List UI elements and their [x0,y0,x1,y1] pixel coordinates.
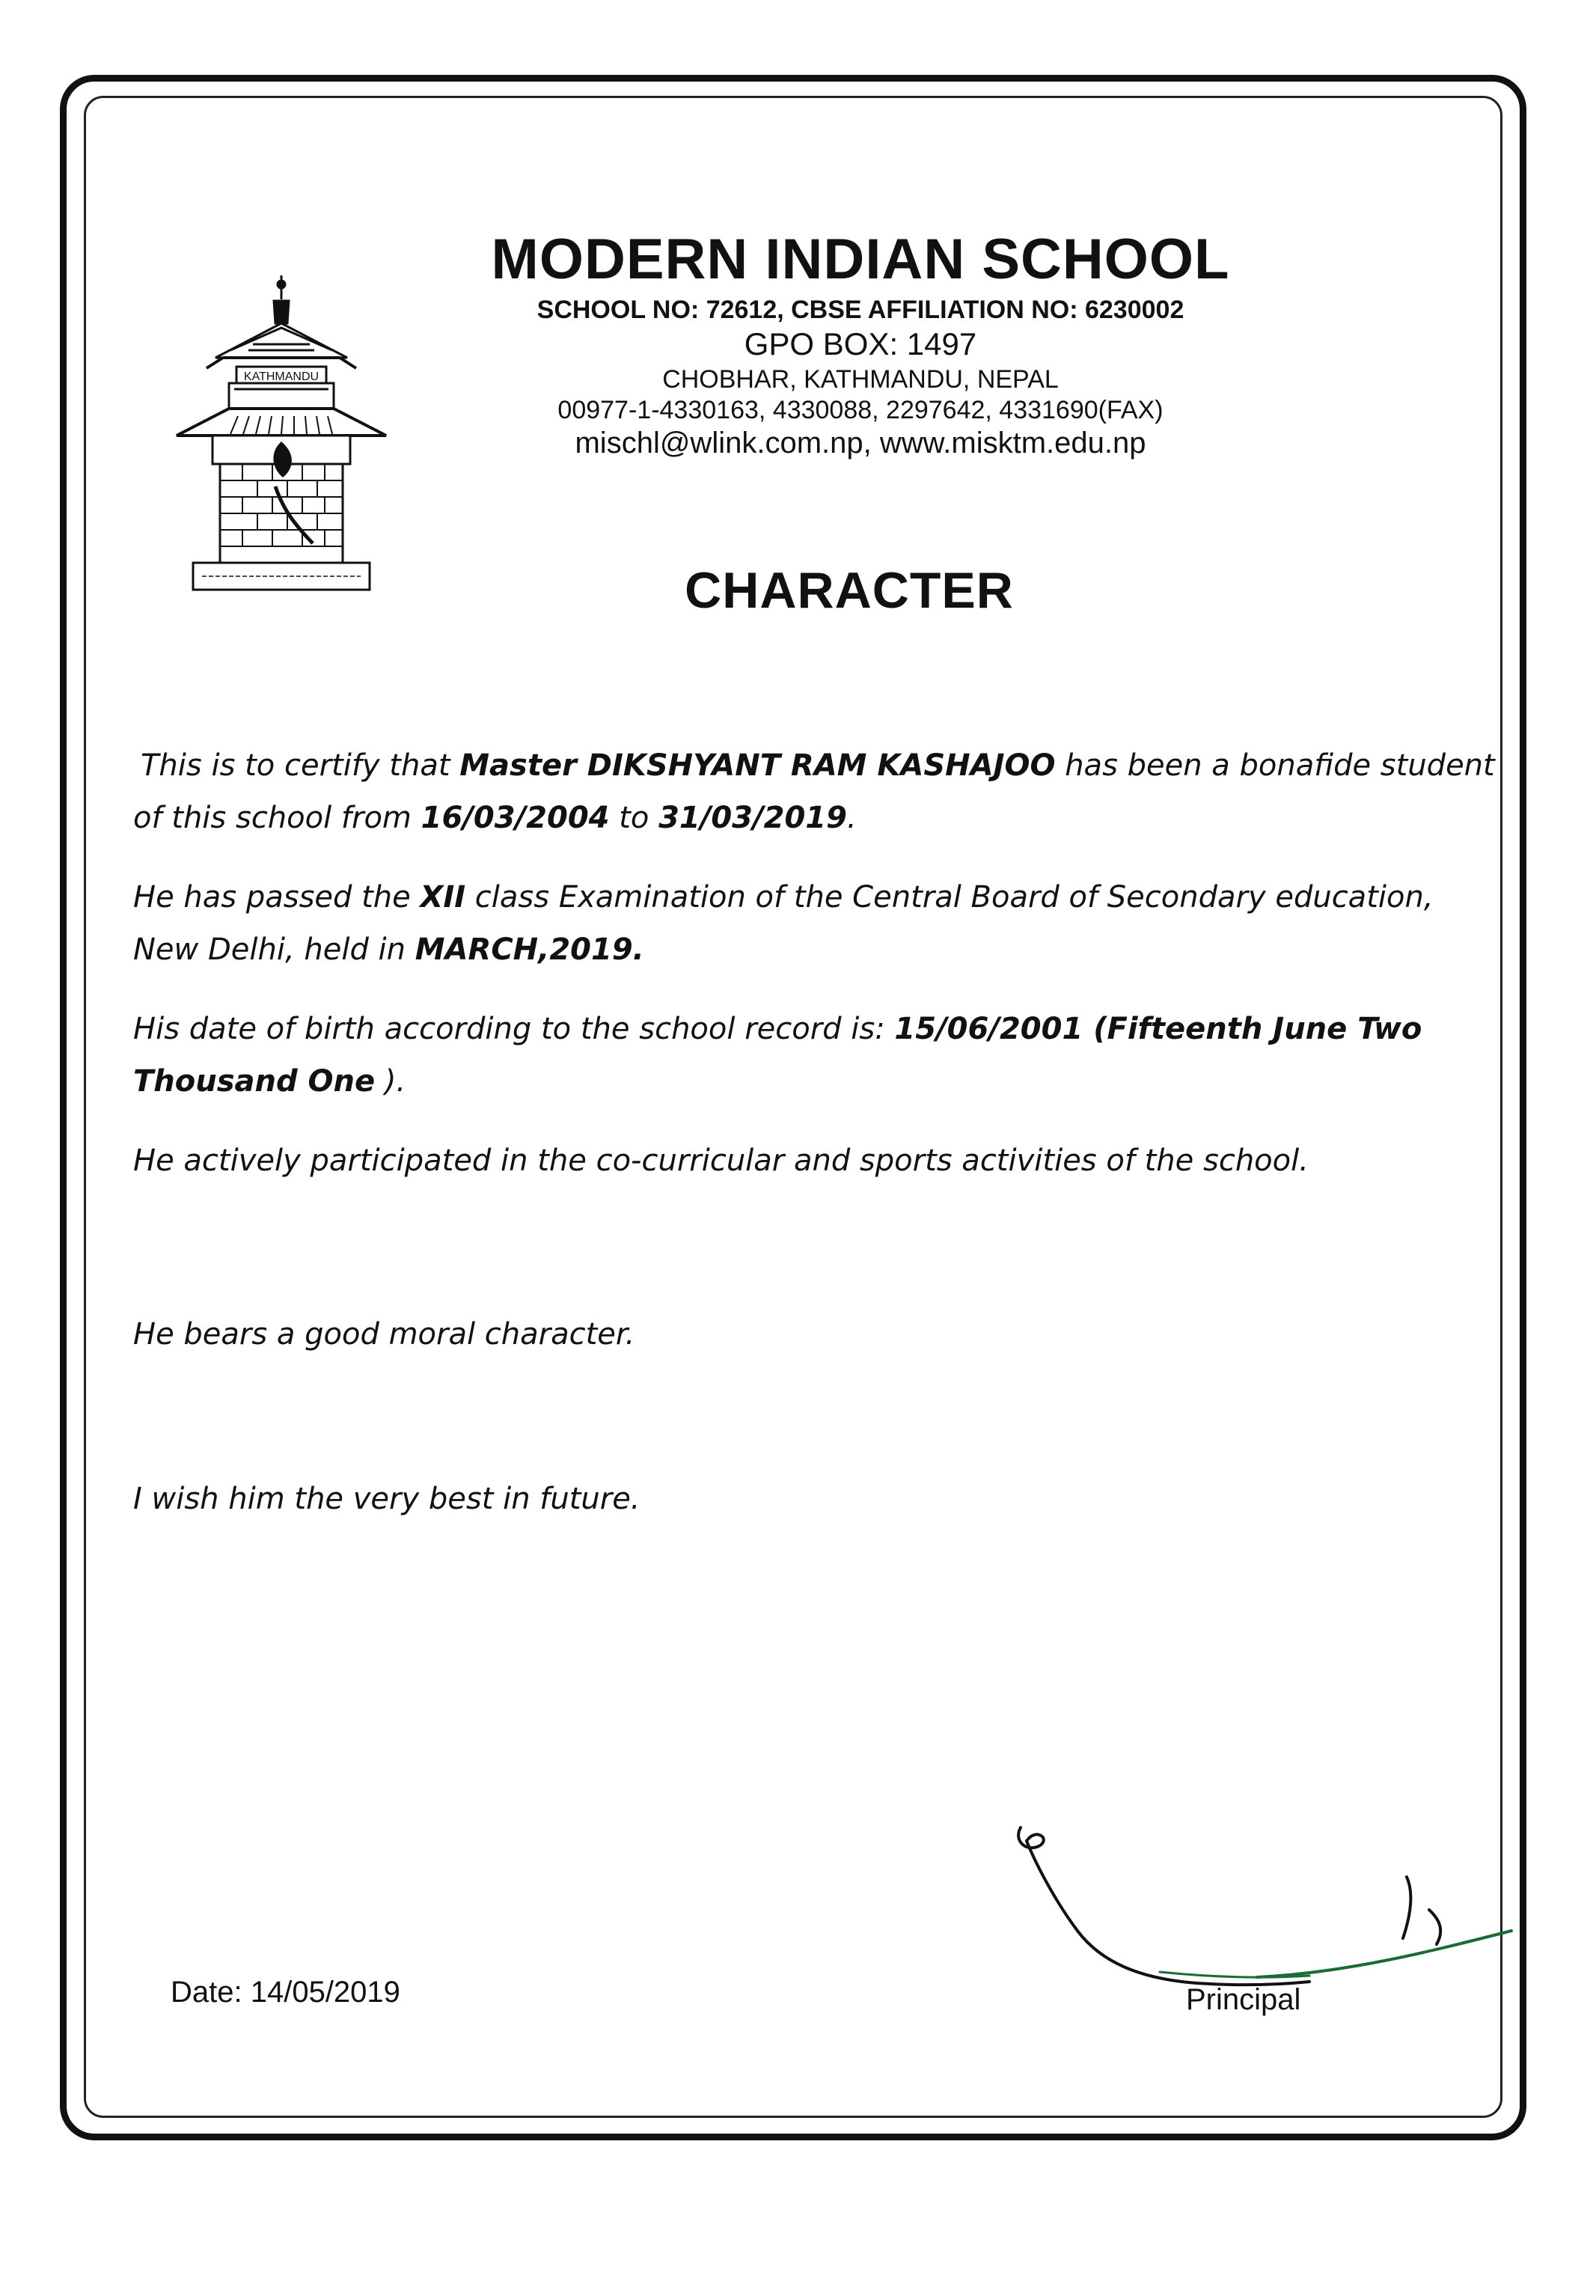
from-date: 16/03/2004 [421,801,610,835]
certificate-body [133,739,1502,1516]
to-date: 31/03/2019 [658,801,847,835]
exam-class: XII [420,880,466,915]
paragraph-certify: This is to certify that Master DIKSHYANT RAM KASHAJOO has been a bonafide student of this school from 16/03/2004 to 31/03/2019. [133,748,1495,835]
school-phones: 00977-1-4330163, 4330088, 2297642, 4331690(FAX) [557,395,1164,424]
student-name: Master DIKSHYANT RAM KASHAJOO [459,748,1056,783]
certificate-title: CHARACTER [685,562,1014,619]
paragraph-dob: His date of birth according to the school record is: 15/06/2001 (Fifteenth June Two Thousand One ). [133,1012,1422,1099]
school-address: CHOBHAR, KATHMANDU, NEPAL [662,364,1059,394]
paragraph-activities: He actively participated in the co-curricular and sports activities of the school. [133,1144,1309,1178]
paragraph-character: He bears a good moral character. [133,1317,635,1352]
paragraph-wishes: I wish him the very best in future. [133,1482,640,1516]
svg-text:KATHMANDU: KATHMANDU [243,370,319,383]
issue-date: Date: 14/05/2019 [171,1976,400,2009]
gpo-box: GPO BOX: 1497 [744,326,977,361]
pagoda-emblem-icon [171,269,392,606]
exam-date: MARCH,2019. [415,932,644,967]
paragraph-exam: He has passed the XII class Examination of the Central Board of Secondary education, New Delhi, held in MARCH,2019. [133,880,1434,967]
school-contact: mischl@wlink.com.np, www.misktm.edu.np [575,426,1146,459]
school-affiliation: SCHOOL NO: 72612, CBSE AFFILIATION NO: 6230002 [536,295,1184,324]
school-header [404,228,1317,460]
date-of-birth: 15/06/2001 (Fifteenth June Two Thousand One [133,1012,1422,1099]
school-name: MODERN INDIAN SCHOOL [491,228,1230,291]
signatory-label: Principal [1186,1983,1301,2016]
